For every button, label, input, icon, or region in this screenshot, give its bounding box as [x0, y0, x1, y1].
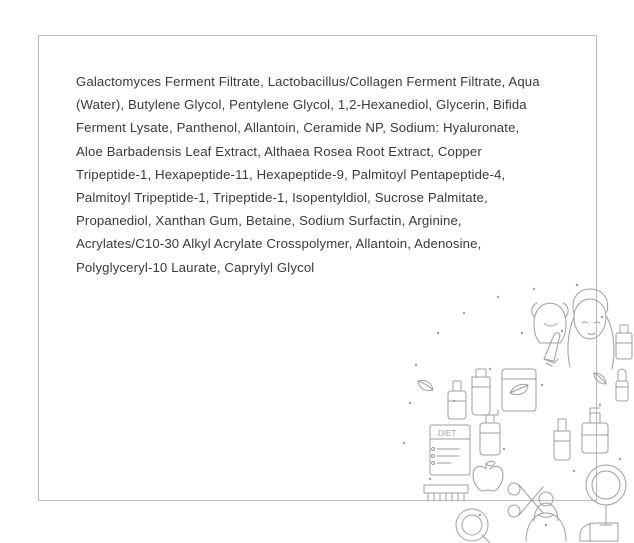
diet-notepad-label: DIET — [438, 429, 457, 438]
lipstick-icon — [616, 369, 628, 401]
compact-mirror-icon — [456, 509, 492, 543]
serum-bottle-icon — [616, 325, 632, 359]
ingredients-paragraph: Galactomyces Ferment Filtrate, Lactobacillus/Collagen Ferment Filtrate, Aqua (Water), Butylene Glycol, Pentylene Glycol, 1,2-Hexanediol, Glycerin, Bifida Ferment Lysate, Panthenol, Allantoin, Ceramide NP, Sodium: Hyaluronate, Aloe Barbadensis Leaf Extract, Althaea Rosea Root Extract, Copper Tripeptide-1, Hexapeptide-11, Hexapeptide-9, Palmitoyl Pentapeptide-4, Palmitoyl Tripeptide-1, Tripeptide-1, Isopentyldiol, Sucrose Palmitate, Propanediol, Xanthan Gum, Betaine, Sodium Surfactin, Arginine, Acrylates/C10-30 Alkyl Acrylate Crosspolymer, Allantoin, Adenosine, Polyglyceryl-10 Laurate, Caprylyl Glycol — [76, 74, 544, 275]
folded-towel-icon — [580, 523, 618, 541]
